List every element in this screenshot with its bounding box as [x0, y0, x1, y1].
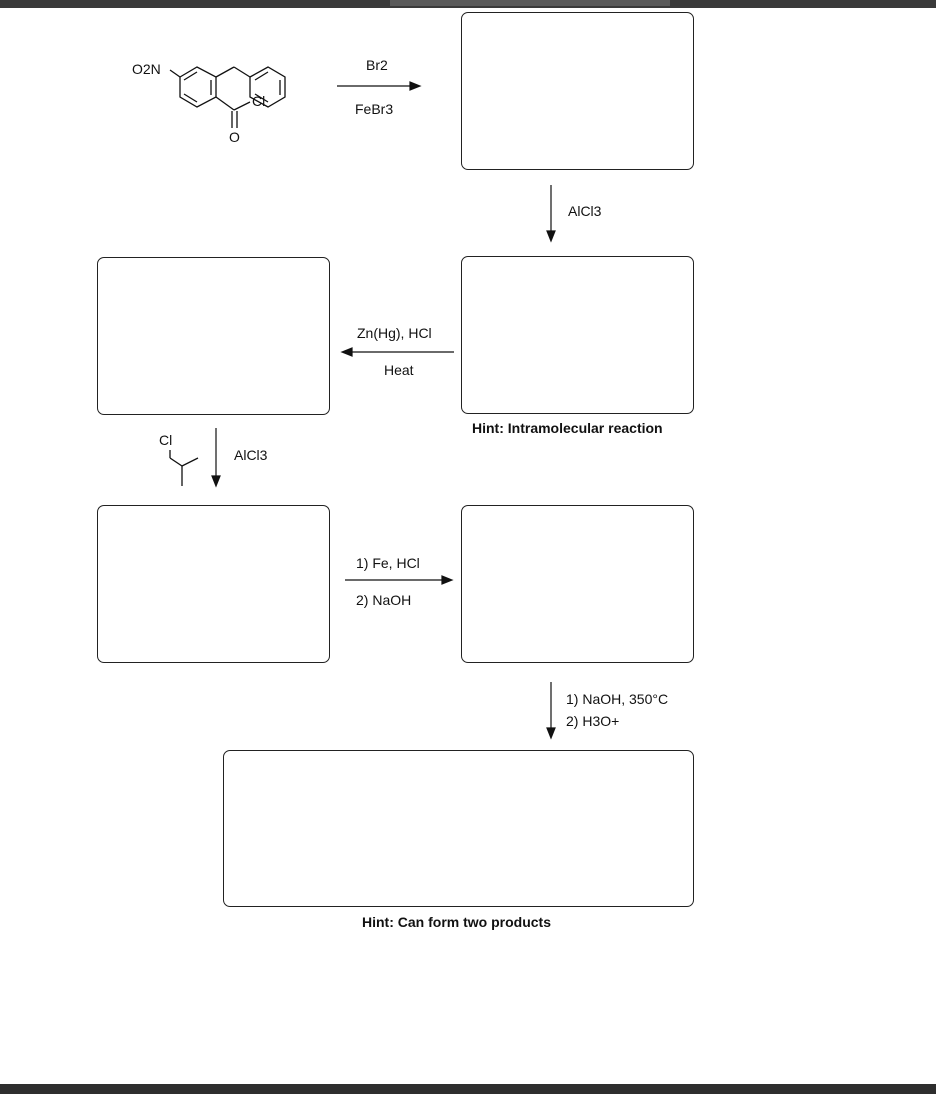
- step2-reagent-alcl3: AlCl3: [568, 203, 602, 219]
- step3-reagent-heat: Heat: [384, 362, 414, 378]
- answer-box-6[interactable]: [223, 750, 694, 907]
- answer-box-2[interactable]: [461, 256, 694, 414]
- alkyl-halide-cl-label: Cl: [159, 432, 173, 448]
- step5-reagent-fe-hcl: 1) Fe, HCl: [356, 555, 420, 571]
- step1-reagent-br2: Br2: [366, 57, 388, 73]
- answer-box-5[interactable]: [461, 505, 694, 663]
- step3-reagent-zn-hg-hcl: Zn(Hg), HCl: [357, 325, 432, 341]
- acyl-chloride-label: Cl: [252, 93, 266, 109]
- carbonyl-oxygen-label: O: [229, 129, 240, 145]
- step1-reagent-febr3: FeBr3: [355, 101, 394, 117]
- answer-box-1[interactable]: [461, 12, 694, 170]
- step6-reagent-naoh-heat: 1) NaOH, 350°C: [566, 691, 669, 707]
- answer-box-3[interactable]: [97, 257, 330, 415]
- hint-intramolecular: Hint: Intramolecular reaction: [472, 420, 663, 436]
- step4-reagent-alcl3: AlCl3: [234, 447, 268, 463]
- nitro-group-label: O2N: [132, 61, 161, 77]
- step5-reagent-naoh: 2) NaOH: [356, 592, 412, 608]
- answer-box-4[interactable]: [97, 505, 330, 663]
- hint-two-products: Hint: Can form two products: [362, 914, 551, 930]
- window-bottom-bar: [0, 1084, 936, 1094]
- step6-reagent-h3o: 2) H3O+: [566, 713, 620, 729]
